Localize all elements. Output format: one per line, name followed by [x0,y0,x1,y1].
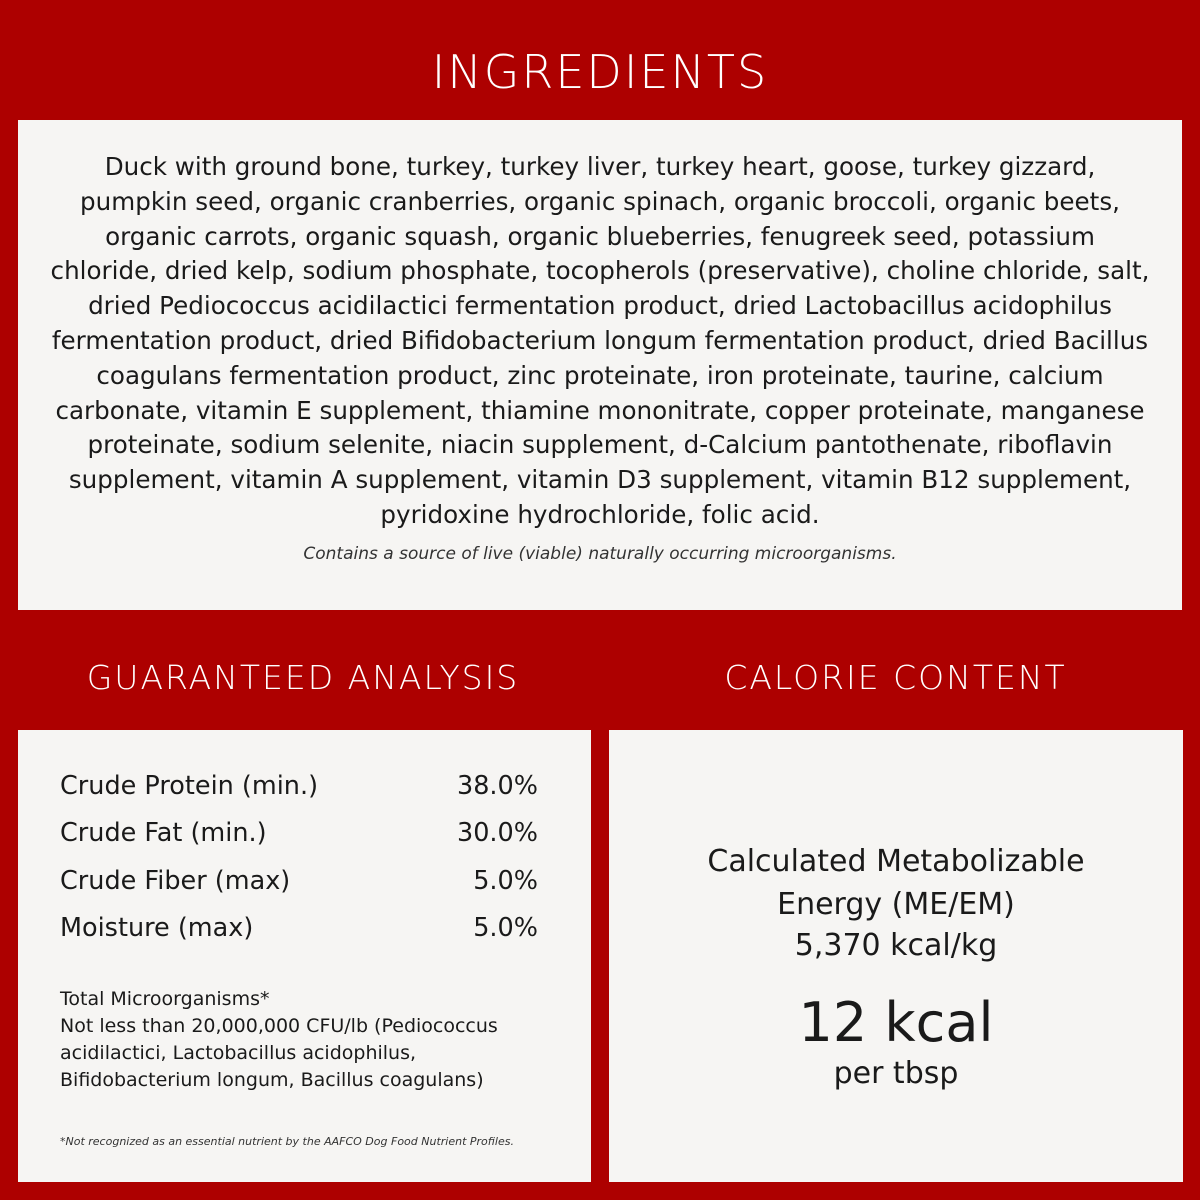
microorganisms-title: Total Microorganisms* [60,988,270,1010]
calorie-big-value: 12 kcal [798,991,994,1054]
analysis-label: Crude Fat (min.) [60,818,267,848]
analysis-value: 5.0% [473,866,538,896]
analysis-value: 38.0% [456,771,538,801]
analysis-row-protein [60,766,538,806]
calorie-label-line-1: Calculated Metabolizable [707,844,1085,879]
analysis-value: 30.0% [456,818,538,848]
guaranteed-analysis-heading: GUARANTEED ANALYSIS [86,658,520,697]
microorganisms-note: Contains a source of live (viable) naturally occurring microorganisms. [303,544,897,564]
analysis-row-fiber [60,861,538,901]
calorie-label-line-2: Energy (ME/EM) [777,887,1015,922]
analysis-label: Moisture (max) [60,913,254,943]
microorganisms-detail: Not less than 20,000,000 CFU/lb (Pediococcus acidilactici, Lactobacillus acidophilus, Bifidobacterium longum, Bacillus coagulans) [60,1015,498,1091]
ingredients-list: Duck with ground bone, turkey, turkey liver, turkey heart, goose, turkey gizzard, pumpkin seed, organic cranberries, organic spinach, organic broccoli, organic beets, organic carrots, organic squash, organic blueberries, fenugreek seed, potassium chloride, dried kelp, sodium phosphate, tocopherols (preservative), choline chloride, salt, dried Pediococcus acidilactici fermentation product, dried Lactobacillus acidophilus fermentation product, dried Bifidobacterium longum fermentation product, dried Bacillus coagulans fermentation product, zinc proteinate, iron proteinate, taurine, calcium carbonate, vitamin E supplement, thiamine mononitrate, copper proteinate, manganese proteinate, sodium selenite, niacin supplement, d-Calcium pantothenate, riboflavin supplement, vitamin A supplement, vitamin D3 supplement, vitamin B12 supplement, pyridoxine hydrochloride, folic acid. [50,152,1150,529]
analysis-label: Crude Fiber (max) [60,866,291,896]
calorie-per-kg: 5,370 kcal/kg [794,928,998,963]
calorie-content-heading: CALORIE CONTENT [724,658,1067,697]
ingredients-heading: INGREDIENTS [431,45,769,99]
calorie-content-panel [609,730,1183,1182]
analysis-row-moisture [60,908,538,948]
guaranteed-analysis-panel [18,730,591,1182]
analysis-row-fat [60,813,538,853]
analysis-value: 5.0% [473,913,538,943]
ingredients-panel [18,120,1182,610]
analysis-label: Crude Protein (min.) [60,771,319,801]
aafco-footnote: *Not recognized as an essential nutrient by the AAFCO Dog Food Nutrient Profiles. [60,1135,514,1148]
calorie-unit: per tbsp [833,1056,959,1091]
